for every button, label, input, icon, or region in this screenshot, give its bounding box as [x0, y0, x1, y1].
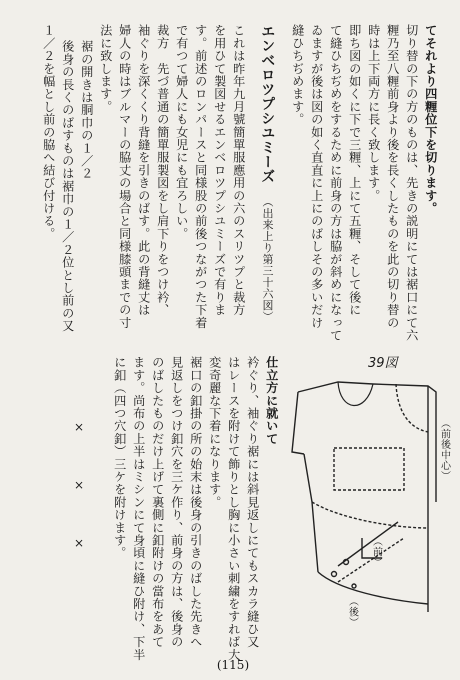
cross-marker: ×	[74, 420, 85, 434]
cross-marker: ×	[74, 536, 85, 550]
figure-label: （前後中心）	[438, 418, 450, 481]
text-line: に釦（四つ穴釦）三ケを附けます。	[112, 356, 127, 560]
text-line: て縫ひちぢめをするために前身の方は脇が斜めになって	[328, 24, 343, 342]
text-line: はレースを附けて飾りとし胸に小さい刺繍をすれば大	[226, 356, 241, 661]
text-line: これは昨年九月號簡單服應用の六のスリツプと裁方	[231, 24, 246, 317]
pattern-figure	[278, 352, 460, 628]
text-line: ます。尚布の上半はミシンにて身頃に縫ひ附け、下半	[131, 356, 146, 661]
heading-note: （出来上り第三十六図）	[260, 196, 274, 323]
page-number: (115)	[216, 658, 250, 672]
text-line: 裁方 先づ普通の簡單服製図をし肩下りをつけ衿、	[155, 24, 170, 317]
text-line: てそれより四糎位下を切ります。	[423, 24, 438, 215]
text-line: 袖ぐりを深くくり背縫を引きのばす。此の背縫丈は	[136, 24, 151, 317]
text-line: 婦人の時はブルマーの脇丈の場合と同様膝頭までの寸	[117, 24, 132, 329]
text-line: １／２を幅とし前の脇へ結び付ける。	[41, 24, 56, 240]
text-line: 裾口の釦掛の所の始末は後身の引きのばした先きへ	[188, 356, 203, 649]
text-line: す。前述のロンパースと同様股の前後つながつた下着	[193, 24, 208, 329]
section-heading: エンベロツプシユミーズ	[259, 24, 276, 184]
text-line: 法に致します。	[98, 24, 113, 113]
text-line: 後身の長くのばすものは裾巾の１／２位とし前の又	[60, 40, 75, 333]
text-line: 変奇麗な下着になります。	[207, 356, 222, 509]
subheading: 仕立方に就いて	[264, 356, 279, 445]
text-line: 時は上下両方に長く致します。	[366, 24, 381, 202]
text-line: のばしたものだけ上げて裏側に釦附けの當布をあて	[150, 356, 165, 649]
figure-label: （前）	[370, 536, 382, 568]
text-line: ゐますが後は図の如く直直に上にのばしその多いだけ	[309, 24, 324, 329]
text-line: 即ち図の如くに下で三糎、上にて五糎、そして後に	[347, 24, 362, 317]
pattern-diagram	[278, 352, 460, 622]
text-line: を用ひて製図せるエンベロツプシユミーズで有りま	[212, 24, 227, 317]
text-line: 切り替の下の方のものは、先きの説明にては裾口にて六	[404, 24, 419, 342]
text-line: 裾の開きは胴巾の１／２	[79, 40, 94, 180]
figure-label: （後）	[346, 596, 358, 628]
text-line: で有つて婦人にも女児にも宜ろしい。	[174, 24, 189, 240]
text-line: 縫ひちぢめます。	[290, 24, 305, 126]
text-line: 糎乃至八糎前身より後を長くしたものを此の切り替の	[385, 24, 400, 329]
text-line: 見返しをつけ釦穴を三ケ作り、前身の方は、後身の	[169, 356, 184, 649]
cross-marker: ×	[74, 478, 85, 492]
text-line: 衿ぐり、袖ぐり裾には斜見返しにてもスカラ縫ひ又	[245, 356, 260, 649]
figure-number: 39図	[368, 356, 398, 371]
